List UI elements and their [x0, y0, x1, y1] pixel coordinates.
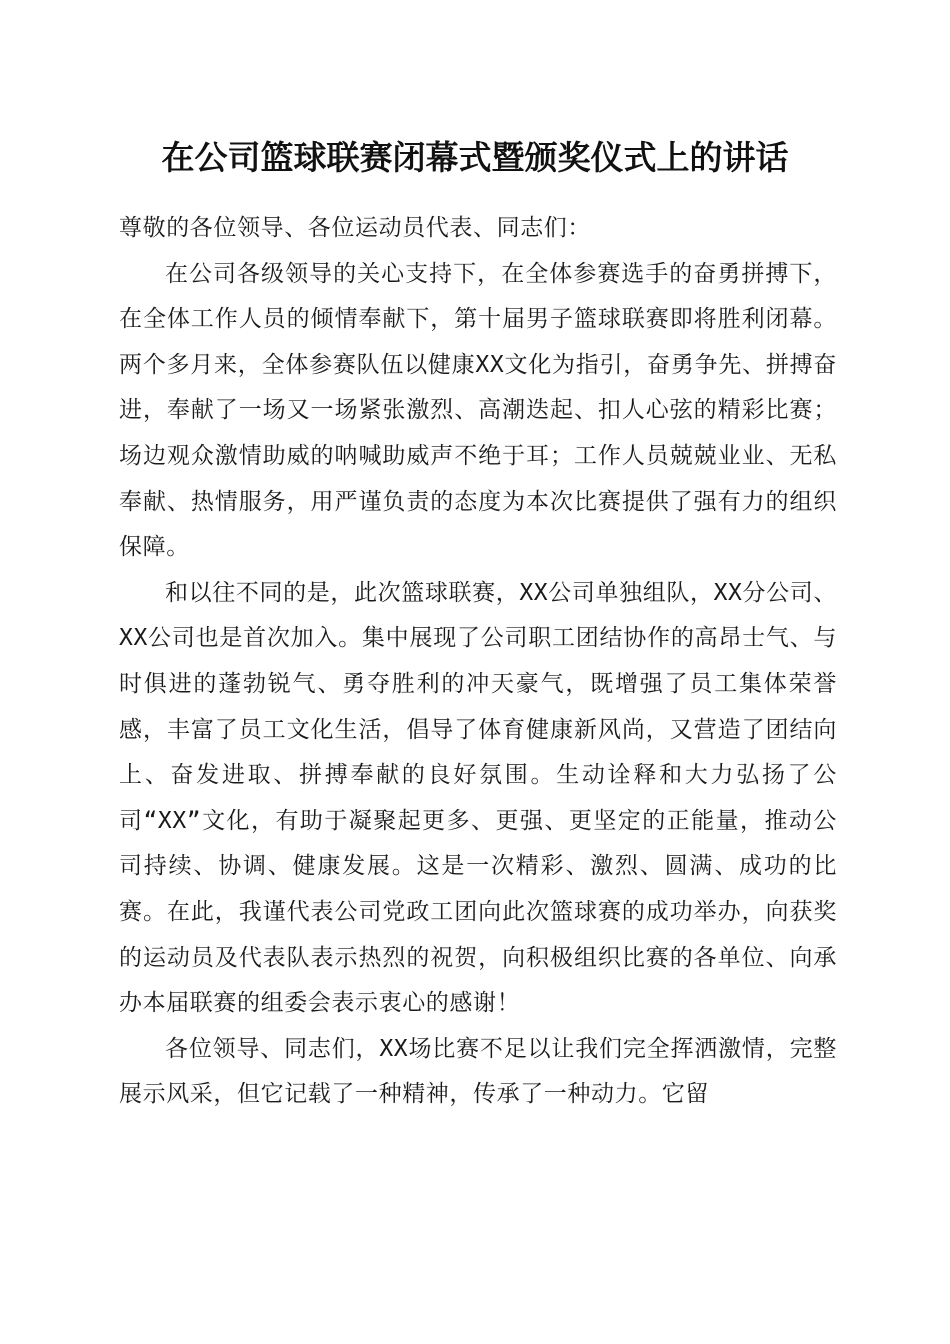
paragraph: 在公司各级领导的关心支持下，在全体参赛选手的奋勇拼搏下，在全体工作人员的倾情奉献下，第十届男子篮球联赛即将胜利闭幕。两个多月来，全体参赛队伍以健康XX文化为指引，奋勇争先、拼搏奋进，奉献了一场又一场紧张激烈、高潮迭起、扣人心弦的精彩比赛；场边观众激情助威的呐喊助威声不绝于耳；工作人员兢兢业业、无私奉献、热情服务，用严谨负责的态度为本次比赛提供了强有力的组织保障。 — [119, 260, 837, 561]
salutation: 尊敬的各位领导、各位运动员代表、同志们： — [119, 215, 591, 241]
document-body — [119, 206, 837, 1118]
paragraph: 各位领导、同志们，XX场比赛不足以让我们完全挥洒激情，完整展示风采，但它记载了一种精神，传承了一种动力。它留 — [119, 1035, 837, 1108]
paragraph: 和以往不同的是，此次篮球联赛，XX公司单独组队，XX分公司、XX公司也是首次加入。集中展现了公司职工团结协作的高昂士气、与时俱进的蓬勃锐气、勇夺胜利的冲天豪气，既增强了员工集体荣誉感，丰富了员工文化生活，倡导了体育健康新风尚，又营造了团结向上、奋发进取、拼搏奉献的良好氛围。生动诠释和大力弘扬了公司“XX”文化，有助于凝聚起更多、更强、更坚定的正能量，推动公司持续、协调、健康发展。这是一次精彩、激烈、圆满、成功的比赛。在此，我谨代表公司党政工团向此次篮球赛的成功举办，向获奖的运动员及代表队表示热烈的祝贺，向积极组织比赛的各单位、向承办本届联赛的组委会表示衷心的感谢！ — [119, 579, 837, 1017]
document-title: 在公司篮球联赛闭幕式暨颁奖仪式上的讲话 — [161, 138, 789, 177]
